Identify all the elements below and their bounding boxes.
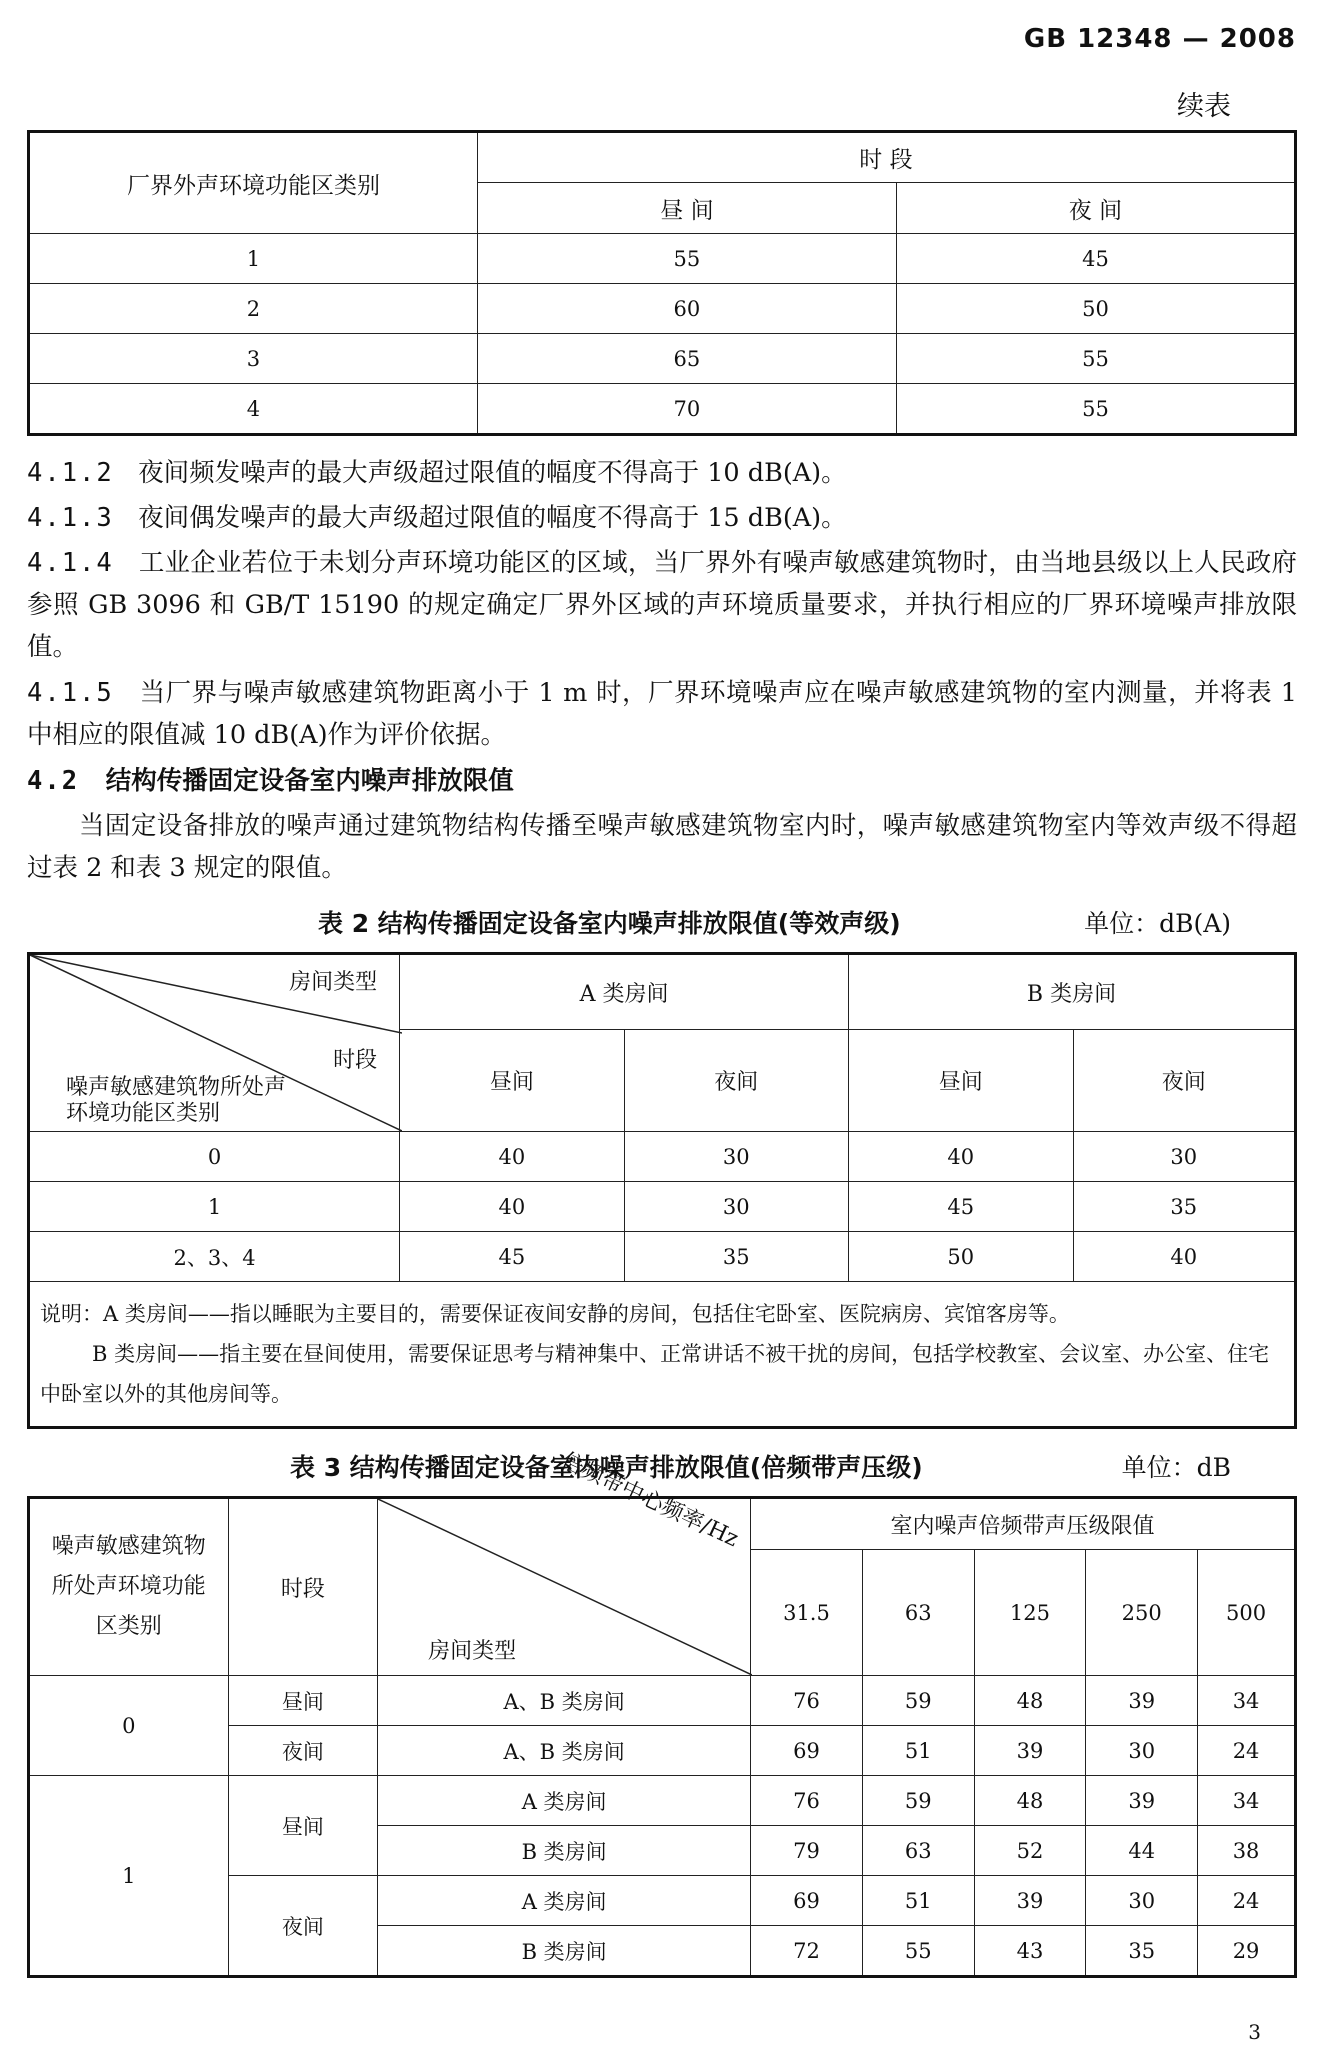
day-value: 65	[477, 334, 896, 384]
section-4-2-heading	[27, 760, 1297, 802]
a-room-header: A 类房间	[400, 954, 849, 1030]
zone-category-header: 厂界外声环境功能区类别	[29, 132, 478, 234]
room-cell: A 类房间	[378, 1776, 751, 1826]
value-cell: 79	[751, 1826, 863, 1876]
value-cell: 52	[974, 1826, 1086, 1876]
value-cell: 76	[751, 1676, 863, 1726]
clause-text: 夜间频发噪声的最大声级超过限值的幅度不得高于 10 dB(A)。	[138, 458, 847, 488]
freq-header: 250	[1086, 1550, 1198, 1676]
value-cell: 34	[1198, 1776, 1296, 1826]
note-a-room: 说明：A 类房间——指以睡眠为主要目的，需要保证夜间安静的房间，包括住宅卧室、医院病房、宾馆客房等。	[40, 1302, 1070, 1326]
value-cell: 30	[624, 1182, 848, 1232]
clause-4-1-2	[27, 452, 1297, 494]
b-night-header: 夜间	[1073, 1030, 1296, 1132]
table-row	[29, 284, 1296, 334]
clause-text: 当厂界与噪声敏感建筑物距离小于 1 m 时，厂界环境噪声应在噪声敏感建筑物的室内测量，并将表 1 中相应的限值减 10 dB(A)作为评价依据。	[27, 678, 1297, 750]
table-row	[29, 1232, 1296, 1282]
table-2	[27, 952, 1297, 1429]
continued-label: 续表	[1177, 91, 1231, 122]
clause-text: 工业企业若位于未划分声环境功能区的区域，当厂界外有噪声敏感建筑物时，由当地县级以上人民政府参照 GB 3096 和 GB/T 15190 的规定确定厂界外区域的声环境质量要求，并执行相应的厂界环境噪声排放限值。	[27, 548, 1297, 662]
clause-number: 4.1.5	[27, 678, 114, 708]
value-cell: 30	[624, 1132, 848, 1182]
value-cell: 40	[400, 1182, 624, 1232]
period-cell: 夜间	[228, 1726, 378, 1776]
b-day-header: 昼间	[849, 1030, 1073, 1132]
table-row	[29, 384, 1296, 435]
night-value: 55	[896, 384, 1295, 435]
table-row	[29, 1182, 1296, 1232]
clause-4-1-3	[27, 497, 1297, 539]
value-cell: 35	[624, 1232, 848, 1282]
table-2-caption: 表 2 结构传播固定设备室内噪声排放限值(等效声级)	[318, 909, 901, 938]
day-value: 70	[477, 384, 896, 435]
value-cell: 43	[974, 1926, 1086, 1977]
b-room-header: B 类房间	[849, 954, 1296, 1030]
note-b-room: B 类房间——指主要在昼间使用，需要保证思考与精神集中、正常讲话不被干扰的房间，包括学校教室、会议室、办公室、住宅中卧室以外的其他房间等。	[40, 1342, 1270, 1406]
freq-header: 125	[974, 1550, 1086, 1676]
section-4-2-text: 当固定设备排放的噪声通过建筑物结构传播至噪声敏感建筑物室内时，噪声敏感建筑物室内等效声级不得超过表 2 和表 3 规定的限值。	[27, 811, 1297, 883]
value-cell: 40	[400, 1132, 624, 1182]
room-cell: B 类房间	[378, 1826, 751, 1876]
page-number: 3	[1248, 2020, 1261, 2044]
table-row	[29, 234, 1296, 284]
period-header: 时段	[228, 1498, 378, 1676]
room-cell: A、B 类房间	[378, 1676, 751, 1726]
period-header: 时 段	[477, 132, 1295, 183]
value-cell: 30	[1086, 1726, 1198, 1776]
zone-cell: 0	[29, 1676, 229, 1776]
freq-header: 500	[1198, 1550, 1296, 1676]
table-3-caption: 表 3 结构传播固定设备室内噪声排放限值(倍频带声压级)	[290, 1453, 923, 1482]
period-cell: 昼间	[228, 1676, 378, 1726]
value-cell: 44	[1086, 1826, 1198, 1876]
clause-text: 夜间偶发噪声的最大声级超过限值的幅度不得高于 15 dB(A)。	[138, 503, 847, 533]
freq-header: 63	[862, 1550, 974, 1676]
standard-code: GB 12348 — 2008	[1023, 24, 1296, 54]
section-number: 4.2	[27, 766, 80, 796]
value-cell: 39	[974, 1876, 1086, 1926]
zone-cell: 0	[29, 1132, 400, 1182]
value-cell: 45	[400, 1232, 624, 1282]
zone-label: 噪声敏感建筑物所处声环境功能区类别	[66, 1075, 287, 1126]
clause-4-1-4	[27, 542, 1297, 668]
table-row	[29, 1132, 1296, 1182]
frequency-label: 倍频带中心频率/Hz	[557, 1448, 742, 1553]
table-row	[29, 334, 1296, 384]
zone-cell: 1	[29, 234, 478, 284]
value-cell: 55	[862, 1926, 974, 1977]
day-value: 60	[477, 284, 896, 334]
value-cell: 76	[751, 1776, 863, 1826]
table-row	[29, 1676, 1296, 1726]
day-value: 55	[477, 234, 896, 284]
period-cell: 夜间	[228, 1876, 378, 1977]
room-type-label: 房间类型	[428, 1639, 517, 1664]
value-cell: 72	[751, 1926, 863, 1977]
period-label: 时段	[333, 1048, 378, 1073]
a-night-header: 夜间	[624, 1030, 848, 1132]
table-2-unit: 单位：dB(A)	[1084, 909, 1231, 938]
value-cell: 69	[751, 1876, 863, 1926]
zone-cell: 2	[29, 284, 478, 334]
value-cell: 59	[862, 1776, 974, 1826]
zone-cell: 2、3、4	[29, 1232, 400, 1282]
room-cell: A 类房间	[378, 1876, 751, 1926]
value-cell: 51	[862, 1876, 974, 1926]
freq-header: 31.5	[751, 1550, 863, 1676]
value-cell: 39	[1086, 1676, 1198, 1726]
value-cell: 48	[974, 1776, 1086, 1826]
value-cell: 59	[862, 1676, 974, 1726]
value-cell: 34	[1198, 1676, 1296, 1726]
value-cell: 30	[1073, 1132, 1296, 1182]
value-cell: 30	[1086, 1876, 1198, 1926]
zone-category-header: 噪声敏感建筑物所处声环境功能区类别	[29, 1498, 229, 1676]
section-title: 结构传播固定设备室内噪声排放限值	[105, 766, 514, 796]
value-cell: 38	[1198, 1826, 1296, 1876]
night-value: 45	[896, 234, 1295, 284]
table-row	[29, 1776, 1296, 1826]
value-cell: 35	[1086, 1926, 1198, 1977]
value-cell: 24	[1198, 1876, 1296, 1926]
day-header: 昼 间	[477, 183, 896, 234]
night-value: 50	[896, 284, 1295, 334]
zone-cell: 1	[29, 1182, 400, 1232]
room-type-label: 房间类型	[289, 970, 378, 995]
value-cell: 51	[862, 1726, 974, 1776]
value-cell: 40	[849, 1132, 1073, 1182]
clause-number: 4.1.4	[27, 548, 114, 578]
value-cell: 29	[1198, 1926, 1296, 1977]
night-header: 夜 间	[896, 183, 1295, 234]
value-cell: 45	[849, 1182, 1073, 1232]
period-cell: 昼间	[228, 1776, 378, 1876]
room-cell: A、B 类房间	[378, 1726, 751, 1776]
clause-number: 4.1.2	[27, 458, 114, 488]
room-cell: B 类房间	[378, 1926, 751, 1977]
table-3-unit: 单位：dB	[1121, 1453, 1231, 1482]
value-cell: 63	[862, 1826, 974, 1876]
value-cell: 48	[974, 1676, 1086, 1726]
zone-cell: 1	[29, 1776, 229, 1977]
value-cell: 50	[849, 1232, 1073, 1282]
clause-4-1-5	[27, 672, 1297, 756]
table-1-continued	[27, 130, 1297, 436]
value-cell: 39	[974, 1726, 1086, 1776]
limit-header: 室内噪声倍频带声压级限值	[751, 1498, 1296, 1550]
value-cell: 69	[751, 1726, 863, 1776]
value-cell: 24	[1198, 1726, 1296, 1776]
value-cell: 40	[1073, 1232, 1296, 1282]
table-2-note	[29, 1282, 1296, 1428]
value-cell: 39	[1086, 1776, 1198, 1826]
value-cell: 35	[1073, 1182, 1296, 1232]
night-value: 55	[896, 334, 1295, 384]
a-day-header: 昼间	[400, 1030, 624, 1132]
zone-cell: 3	[29, 334, 478, 384]
zone-cell: 4	[29, 384, 478, 435]
diagonal-header-cell	[29, 954, 400, 1132]
clause-number: 4.1.3	[27, 503, 114, 533]
